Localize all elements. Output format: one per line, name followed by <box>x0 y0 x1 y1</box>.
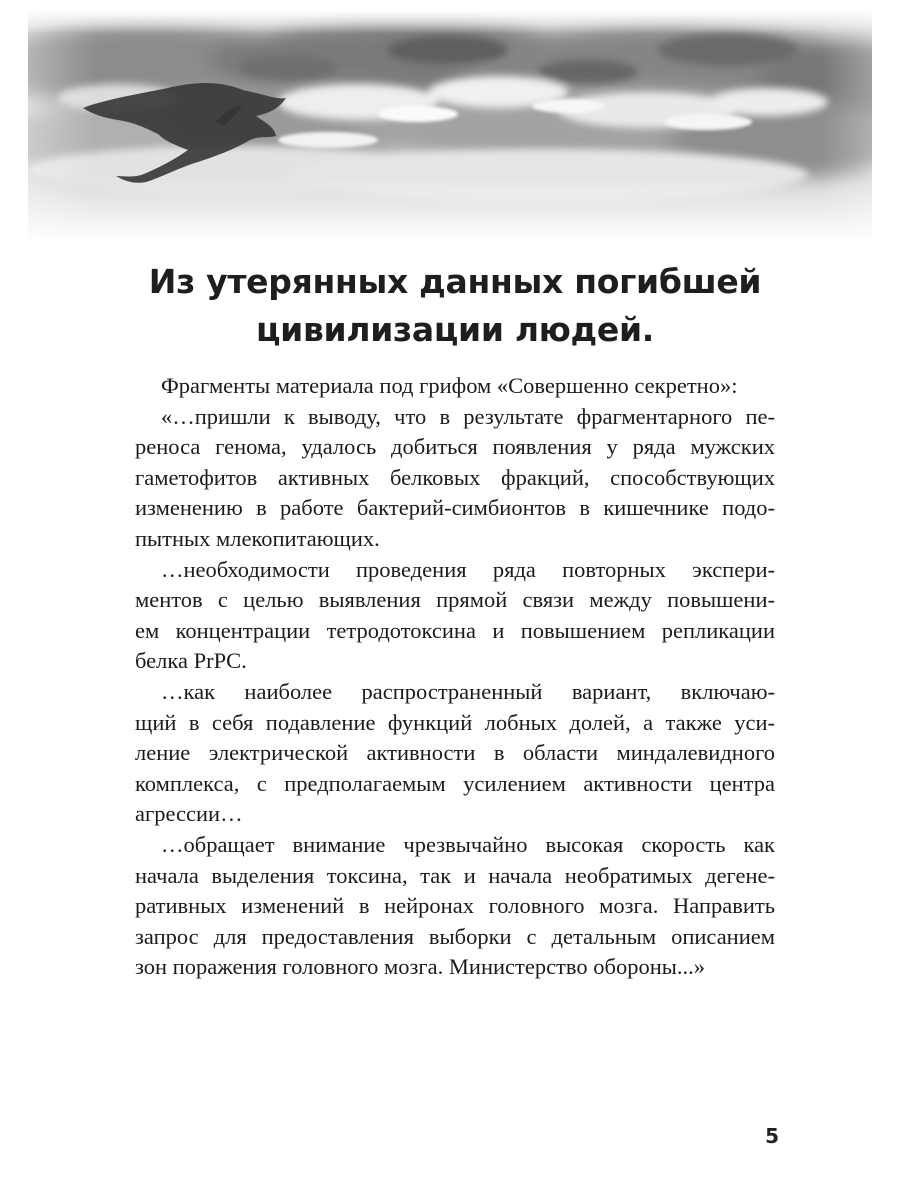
text-line: комплекса, с предполагаемым усилением активности центра <box>135 770 775 796</box>
text-line: ментов с целью выявления прямой связи между повышени- <box>135 587 775 613</box>
text-line: белка PrPC. <box>135 648 247 674</box>
text-line: гаметофитов активных белковых фракций, способствующих <box>135 464 775 490</box>
text-line: изменению в работе бактерий-симбионтов в кишечнике подо- <box>135 495 775 521</box>
chapter-title-line-2: цивилизации людей. <box>255 310 655 349</box>
chapter-title <box>60 258 850 354</box>
text-line: пытных млекопитающих. <box>135 525 380 551</box>
text-line: ративных изменений в нейронах головного мозга. Направить <box>135 893 775 919</box>
text-line: реноса генома, удалось добиться появления у ряда мужских <box>135 434 775 460</box>
page-number: 5 <box>765 1124 779 1148</box>
text-line: Фрагменты материала под грифом «Совершенно секретно»: <box>161 373 738 398</box>
text-line: «…пришли к выводу, что в результате фрагментарного пе- <box>161 403 775 429</box>
text-line: …обращает внимание чрезвычайно высокая скорость как <box>161 831 775 857</box>
text-line: щий в себя подавление функций лобных долей, а также уси- <box>135 709 775 735</box>
text-line: запрос для предоставления выборки с детальным описанием <box>135 923 775 949</box>
text-line: ем концентрации тетродотоксина и повышением репликации <box>135 617 775 643</box>
text-line: зон поражения головного мозга. Министерство обороны...» <box>135 954 705 980</box>
text-line: агрессии… <box>135 801 243 827</box>
cloud-dragon-illustration <box>28 10 872 242</box>
body-text <box>135 371 775 983</box>
text-line: …необходимости проведения ряда повторных экспери- <box>161 556 775 582</box>
text-line: ление электрической активности в области миндалевидного <box>135 740 775 766</box>
chapter-title-line-1: Из утерянных данных погибшей <box>148 262 762 301</box>
text-line: …как наиболее распространенный вариант, включаю- <box>161 678 775 704</box>
text-line: начала выделения токсина, так и начала необратимых дегене- <box>135 862 775 888</box>
